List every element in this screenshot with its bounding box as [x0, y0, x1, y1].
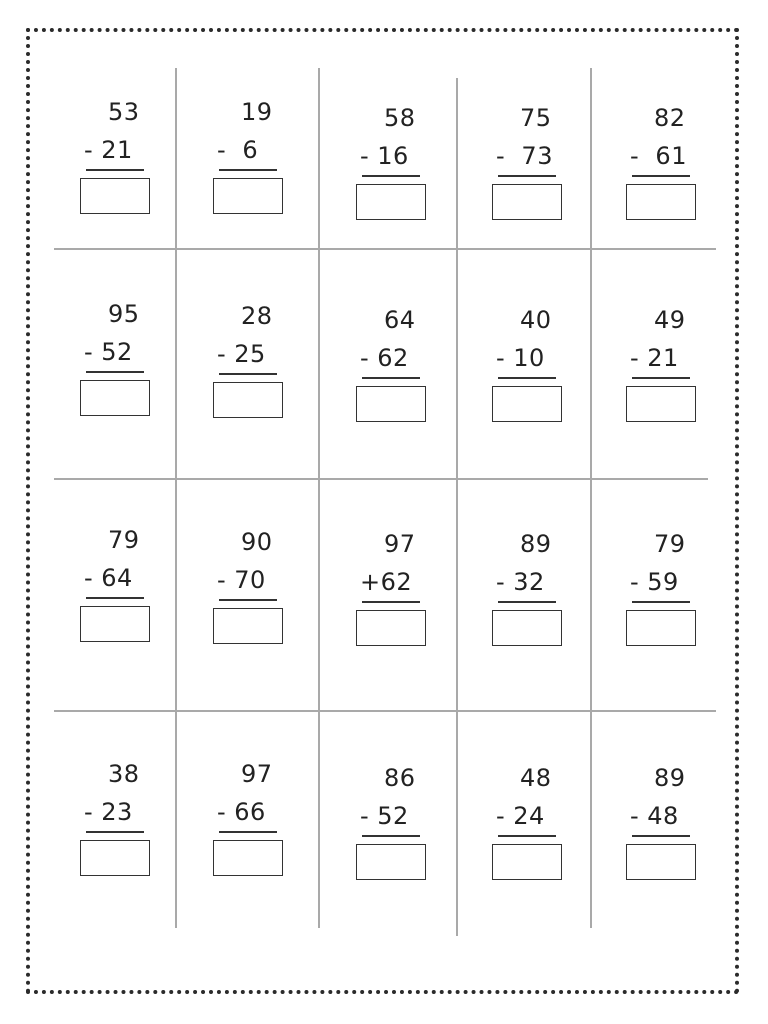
answer-rule: [498, 175, 556, 177]
answer-box[interactable]: [213, 840, 283, 876]
minuend: 19: [241, 98, 273, 126]
operator-and-subtrahend: - 16: [360, 142, 409, 170]
answer-rule: [219, 169, 277, 171]
problem-cell: [54, 68, 186, 298]
operator-and-subtrahend: +62: [360, 568, 413, 596]
answer-box[interactable]: [213, 608, 283, 644]
answer-rule: [498, 835, 556, 837]
answer-rule: [219, 831, 277, 833]
problem-cell: [600, 734, 732, 964]
minuend: 89: [654, 764, 686, 792]
answer-box[interactable]: [356, 184, 426, 220]
minuend: 86: [384, 764, 416, 792]
minuend: 97: [241, 760, 273, 788]
problem-cell: [330, 276, 462, 506]
minuend: 82: [654, 104, 686, 132]
operator-and-subtrahend: - 21: [84, 136, 133, 164]
operator-and-subtrahend: - 52: [360, 802, 409, 830]
operator-and-subtrahend: - 61: [630, 142, 687, 170]
answer-box[interactable]: [492, 184, 562, 220]
answer-rule: [219, 373, 277, 375]
operator-and-subtrahend: - 73: [496, 142, 553, 170]
problem-cell: [187, 272, 319, 502]
answer-rule: [362, 601, 420, 603]
operator-and-subtrahend: - 64: [84, 564, 133, 592]
minuend: 79: [654, 530, 686, 558]
problem-cell: [330, 500, 462, 730]
operator-and-subtrahend: - 23: [84, 798, 133, 826]
problem-cell: [330, 734, 462, 964]
answer-rule: [632, 835, 690, 837]
problem-cell: [187, 498, 319, 728]
problem-cell: [187, 68, 319, 298]
answer-rule: [86, 597, 144, 599]
operator-and-subtrahend: - 48: [630, 802, 679, 830]
answer-rule: [86, 169, 144, 171]
answer-box[interactable]: [80, 606, 150, 642]
operator-and-subtrahend: - 70: [217, 566, 266, 594]
minuend: 95: [108, 300, 140, 328]
minuend: 28: [241, 302, 273, 330]
operator-and-subtrahend: - 21: [630, 344, 679, 372]
minuend: 79: [108, 526, 140, 554]
operator-and-subtrahend: - 25: [217, 340, 266, 368]
operator-and-subtrahend: - 10: [496, 344, 545, 372]
answer-rule: [362, 835, 420, 837]
problem-cell: [600, 276, 732, 506]
minuend: 40: [520, 306, 552, 334]
answer-box[interactable]: [492, 386, 562, 422]
answer-box[interactable]: [80, 840, 150, 876]
minuend: 90: [241, 528, 273, 556]
answer-rule: [362, 377, 420, 379]
problem-cell: [600, 500, 732, 730]
answer-rule: [86, 831, 144, 833]
answer-box[interactable]: [626, 184, 696, 220]
operator-and-subtrahend: - 52: [84, 338, 133, 366]
minuend: 58: [384, 104, 416, 132]
answer-rule: [219, 599, 277, 601]
answer-box[interactable]: [213, 382, 283, 418]
answer-box[interactable]: [213, 178, 283, 214]
answer-rule: [498, 601, 556, 603]
minuend: 89: [520, 530, 552, 558]
answer-box[interactable]: [356, 386, 426, 422]
operator-and-subtrahend: - 6: [217, 136, 259, 164]
minuend: 64: [384, 306, 416, 334]
problem-cell: [600, 74, 732, 304]
answer-box[interactable]: [492, 610, 562, 646]
operator-and-subtrahend: - 24: [496, 802, 545, 830]
problem-cell: [466, 500, 598, 730]
minuend: 97: [384, 530, 416, 558]
answer-rule: [632, 377, 690, 379]
problem-cell: [187, 730, 319, 960]
problem-cell: [54, 496, 186, 726]
answer-box[interactable]: [492, 844, 562, 880]
answer-box[interactable]: [626, 386, 696, 422]
answer-box[interactable]: [356, 610, 426, 646]
minuend: 38: [108, 760, 140, 788]
answer-rule: [86, 371, 144, 373]
problem-cell: [54, 270, 186, 500]
answer-rule: [498, 377, 556, 379]
minuend: 75: [520, 104, 552, 132]
answer-rule: [632, 601, 690, 603]
operator-and-subtrahend: - 32: [496, 568, 545, 596]
minuend: 49: [654, 306, 686, 334]
problem-cell: [466, 276, 598, 506]
problem-cell: [466, 734, 598, 964]
answer-box[interactable]: [80, 178, 150, 214]
answer-box[interactable]: [626, 844, 696, 880]
problem-cell: [330, 74, 462, 304]
operator-and-subtrahend: - 62: [360, 344, 409, 372]
answer-rule: [362, 175, 420, 177]
answer-box[interactable]: [626, 610, 696, 646]
answer-rule: [632, 175, 690, 177]
answer-box[interactable]: [80, 380, 150, 416]
problem-cell: [54, 730, 186, 960]
operator-and-subtrahend: - 66: [217, 798, 266, 826]
operator-and-subtrahend: - 59: [630, 568, 679, 596]
minuend: 48: [520, 764, 552, 792]
minuend: 53: [108, 98, 140, 126]
problem-cell: [466, 74, 598, 304]
answer-box[interactable]: [356, 844, 426, 880]
